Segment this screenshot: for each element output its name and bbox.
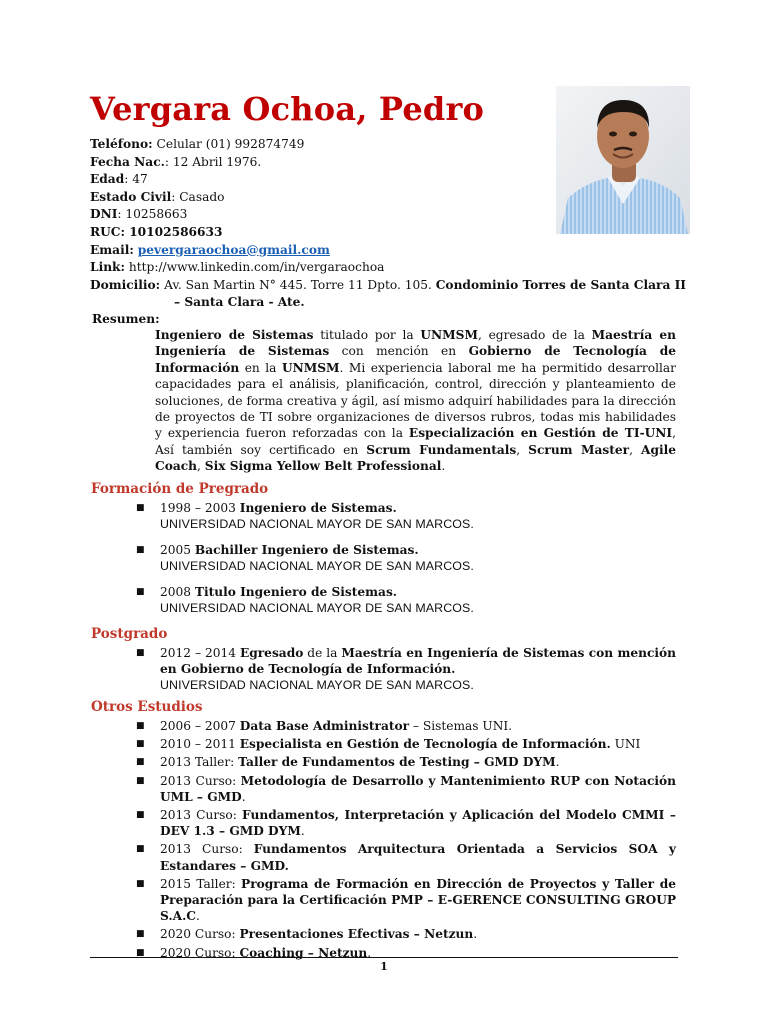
person-name: Vergara Ochoa, Pedro (90, 90, 485, 128)
birthdate-row: Fecha Nac.: 12 Abril 1976. (90, 154, 262, 169)
list-item: ■ 2013 Curso: Fundamentos Arquitectura Orientada a Servicios SOA y Estandares – GMD. (136, 842, 676, 873)
list-item: ■ 1998 – 2003 Ingeniero de Sistemas. UNIVERSIDAD NACIONAL MAYOR DE SAN MARCOS. (136, 501, 474, 532)
list-item: ■ 2005 Bachiller Ingeniero de Sistemas. UNIVERSIDAD NACIONAL MAYOR DE SAN MARCOS. (136, 543, 474, 574)
page-number: 1 (380, 960, 388, 973)
linkedin-link[interactable]: http://www.linkedin.com/in/vergaraochoa (128, 260, 385, 275)
bullet-icon: ■ (136, 757, 145, 768)
footer-divider (90, 957, 678, 958)
list-item: ■ 2015 Taller: Programa de Formación en Dirección de Proyectos y Taller de Preparación para la Certificación PMP – E-GERENCE CONSULTING GROUP S.A.C. (136, 876, 677, 924)
section-title-pregrado: Formación de Pregrado (91, 481, 269, 497)
age-row: Edad: 47 (90, 172, 148, 187)
bullet-icon: ■ (136, 503, 145, 513)
email-row: Email: pevergaraochoa@gmail.com (90, 242, 330, 257)
dni-row: DNI: 10258663 (90, 207, 188, 222)
postgrado-list (0, 645, 768, 694)
summary-text: Ingeniero de Sistemas titulado por la UNMSM, egresado de la Maestría en Ingeniería de Sistemas con mención en Gobierno de Tecnología de Información en la UNMSM. Mi experiencia laboral me ha permitido desarrollar capacidades para el análisis, planificación, control, dirección y planteamiento de soluciones, de forma creativa y ágil, así mismo adquirí habilidades para la dirección de proyectos de TI sobre organizaciones de diversos rubros, todas mis habilidades y experiencia fueron reforzadas con la Especialización en Gestión de TI-UNI, Así también soy certificado en Scrum Fundamentals, Scrum Master, Agile Coach, Six Sigma Yellow Belt Professional. (155, 328, 676, 474)
otros-list (0, 718, 768, 961)
bullet-icon: ■ (136, 775, 145, 786)
bullet-icon: ■ (136, 739, 145, 750)
section-title-otros: Otros Estudios (91, 699, 203, 715)
list-item: ■ 2013 Curso: Metodología de Desarrollo y Mantenimiento RUP con Notación UML – GMD. (136, 773, 677, 804)
bullet-icon: ■ (136, 545, 145, 555)
bullet-icon: ■ (136, 929, 145, 940)
phone-row: Teléfono: Celular (01) 992874749 (90, 137, 305, 151)
pregrado-list (0, 500, 768, 626)
list-item: ■ 2012 – 2014 Egresado de la Maestría en Ingeniería de Sistemas con mención en Gobierno de Tecnología de Información. UNIVERSIDAD NACIONAL MAYOR DE SAN MARCOS. (136, 646, 676, 693)
contact-info (90, 136, 690, 312)
bullet-icon: ■ (136, 721, 145, 731)
ruc-row: RUC: 10102586633 (90, 224, 223, 239)
bullet-icon: ■ (136, 844, 145, 855)
list-item: ■ 2020 Curso: Coaching – Netzun. (136, 945, 372, 960)
bullet-icon: ■ (136, 878, 145, 889)
section-title-postgrado: Postgrado (91, 626, 168, 642)
marital-status-row: Estado Civil: Casado (90, 189, 225, 204)
bullet-icon: ■ (136, 648, 145, 658)
summary-label: Resumen: (92, 312, 160, 326)
list-item: ■ 2020 Curso: Presentaciones Efectivas – Netzun. (136, 927, 478, 942)
list-item: ■ 2013 Curso: Fundamentos, Interpretación y Aplicación del Modelo CMMI – DEV 1.3 – GMD DYM. (136, 808, 676, 839)
list-item: ■ 2013 Taller: Taller de Fundamentos de Testing – GMD DYM. (136, 755, 560, 770)
bullet-icon: ■ (136, 810, 145, 821)
link-row: Link: http://www.linkedin.com/in/vergaraochoa (90, 260, 385, 275)
list-item: ■ 2006 – 2007 Data Base Administrator – Sistemas UNI. (136, 719, 513, 733)
list-item: ■ 2008 Titulo Ingeniero de Sistemas. UNIVERSIDAD NACIONAL MAYOR DE SAN MARCOS. (136, 585, 474, 616)
email-link[interactable]: pevergaraochoa@gmail.com (137, 242, 330, 257)
address-row: Domicilio: Av. San Martin N° 445. Torre 11 Dpto. 105. Condominio Torres de Santa Clara II (90, 277, 686, 292)
address-line-2: – Santa Clara - Ate. (174, 295, 305, 310)
bullet-icon: ■ (136, 587, 145, 597)
bullet-icon: ■ (136, 947, 145, 958)
list-item: ■ 2010 – 2011 Especialista en Gestión de Tecnología de Información. UNI (136, 737, 641, 752)
